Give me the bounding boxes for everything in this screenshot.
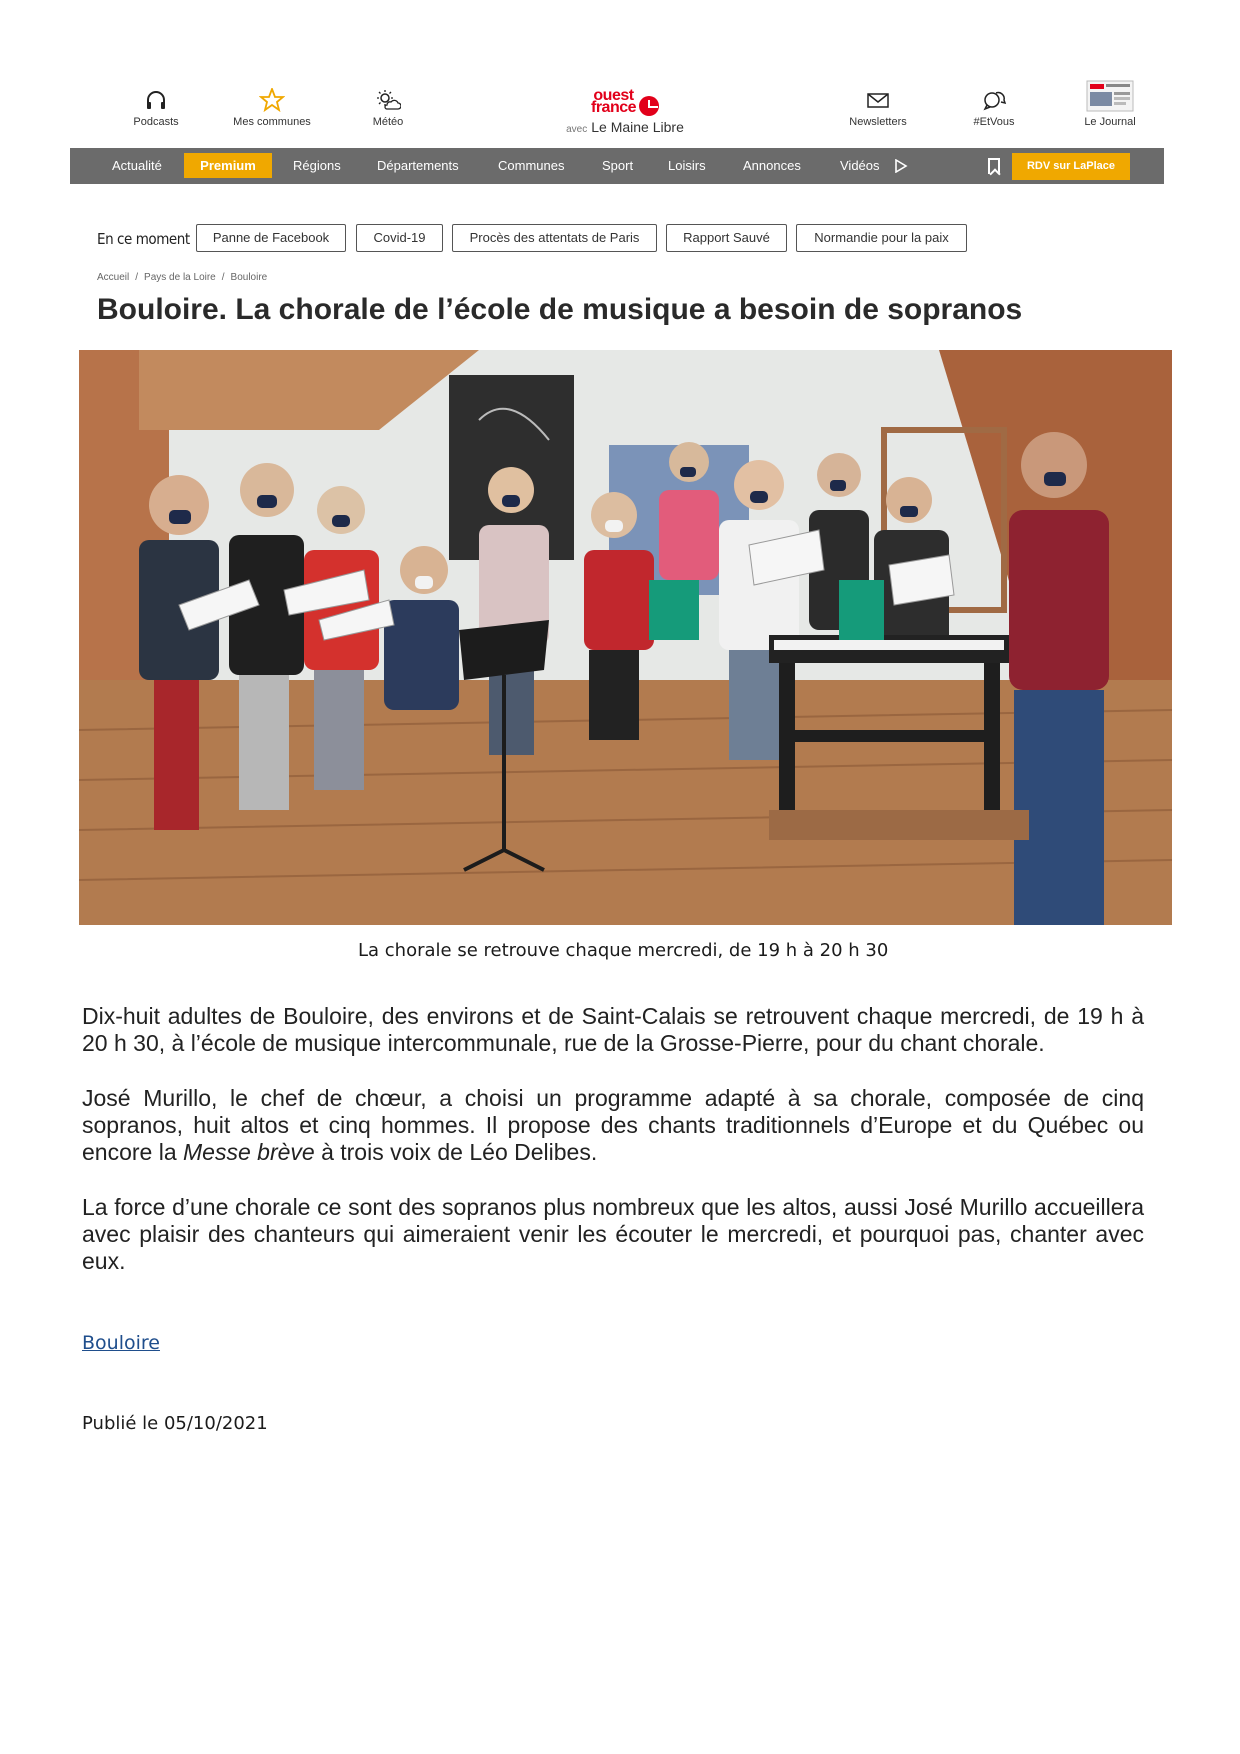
logo-emblem-icon bbox=[639, 96, 659, 116]
podcasts-label: Podcasts bbox=[133, 116, 179, 128]
breadcrumb-item[interactable]: Pays de la Loire bbox=[144, 272, 216, 283]
newsletters-link[interactable] bbox=[818, 88, 938, 128]
podcasts-link[interactable] bbox=[96, 88, 216, 128]
le-journal-label: Le Journal bbox=[1084, 116, 1136, 128]
nav-loisirs[interactable]: Loisirs bbox=[668, 158, 706, 173]
nav-communes[interactable]: Communes bbox=[498, 158, 565, 173]
breadcrumb-item[interactable]: Bouloire bbox=[230, 272, 268, 283]
meteo-label: Météo bbox=[372, 116, 404, 128]
play-icon[interactable] bbox=[894, 159, 908, 173]
nav-sport[interactable]: Sport bbox=[602, 158, 634, 173]
nav-premium[interactable]: Premium bbox=[184, 153, 272, 178]
nav-actualite[interactable]: Actualité bbox=[112, 158, 162, 173]
article-body bbox=[82, 1003, 1144, 1303]
logo-partner: Le Maine Libre bbox=[591, 119, 684, 135]
nav-annonces[interactable]: Annonces bbox=[743, 158, 801, 173]
trending-topics bbox=[97, 224, 997, 254]
trending-chip[interactable]: Rapport Sauvé bbox=[666, 224, 787, 252]
etvous-link[interactable] bbox=[934, 88, 1054, 128]
newspaper-thumbnail-icon bbox=[1086, 80, 1134, 112]
trending-chip[interactable]: Procès des attentats de Paris bbox=[452, 224, 657, 252]
headphones-icon bbox=[143, 88, 169, 112]
photo-caption: La chorale se retrouve chaque mercredi, de 19 h à 20 h 30 bbox=[358, 940, 889, 961]
nav-departements[interactable]: Départements bbox=[377, 158, 459, 173]
rdv-laplace-button[interactable]: RDV sur LaPlace bbox=[1012, 153, 1130, 180]
top-utility-bar bbox=[70, 88, 1164, 142]
article-paragraph: José Murillo, le chef de chœur, a choisi un programme adapté à sa chorale, composée de cinq sopranos, huit altos et cinq hommes. Il propose des chants traditionnels d’Europe et du Québec ou encore la Messe brève à trois voix de Léo Delibes. bbox=[82, 1085, 1144, 1165]
nav-videos[interactable]: Vidéos bbox=[840, 158, 880, 173]
le-journal-link[interactable] bbox=[1050, 88, 1170, 128]
newsletters-label: Newsletters bbox=[849, 116, 907, 128]
meteo-link[interactable] bbox=[328, 88, 448, 128]
article-paragraph: La force d’une chorale ce sont des sopranos plus nombreux que les altos, aussi José Murillo accueillera avec plaisir des chanteurs qui aimeraient venir les écouter le mercredi, et pourquoi pas, chanter avec eux. bbox=[82, 1194, 1144, 1274]
trending-chip[interactable]: Covid-19 bbox=[356, 224, 443, 252]
published-date: Publié le 05/10/2021 bbox=[82, 1413, 268, 1434]
work-title: Messe brève bbox=[183, 1139, 315, 1165]
breadcrumb-item[interactable]: Accueil bbox=[97, 272, 130, 283]
trending-chip[interactable]: Panne de Facebook bbox=[196, 224, 346, 252]
breadcrumb: Accueil / Pays de la Loire / Bouloire bbox=[97, 272, 268, 283]
weather-sun-cloud-icon bbox=[375, 88, 401, 112]
envelope-icon bbox=[865, 88, 891, 112]
chat-bubbles-icon bbox=[981, 88, 1007, 112]
article-title: Bouloire. La chorale de l’école de musique a besoin de sopranos bbox=[97, 293, 1023, 326]
trending-chip[interactable]: Normandie pour la paix bbox=[796, 224, 967, 252]
nav-regions[interactable]: Régions bbox=[293, 158, 341, 173]
main-nav bbox=[70, 148, 1164, 184]
tag-link-bouloire[interactable]: Bouloire bbox=[82, 1332, 160, 1354]
article-photo bbox=[79, 350, 1172, 925]
ouest-france-logo[interactable] bbox=[540, 87, 710, 135]
mes-communes-label: Mes communes bbox=[233, 116, 311, 128]
logo-wordmark: ouest france bbox=[590, 87, 637, 116]
etvous-label: #EtVous bbox=[973, 116, 1015, 128]
choir-rehearsal-image bbox=[79, 350, 1172, 925]
logo-avec: avec bbox=[566, 124, 588, 135]
star-icon bbox=[259, 88, 285, 112]
mes-communes-link[interactable] bbox=[212, 88, 332, 128]
article-paragraph: Dix-huit adultes de Bouloire, des environs et de Saint-Calais se retrouvent chaque mercredi, de 19 h à 20 h 30, à l’école de musique intercommunale, rue de la Grosse-Pierre, pour du chant chorale. bbox=[82, 1003, 1144, 1056]
trending-label: En ce moment bbox=[97, 230, 190, 248]
bookmark-icon[interactable] bbox=[988, 158, 1000, 174]
